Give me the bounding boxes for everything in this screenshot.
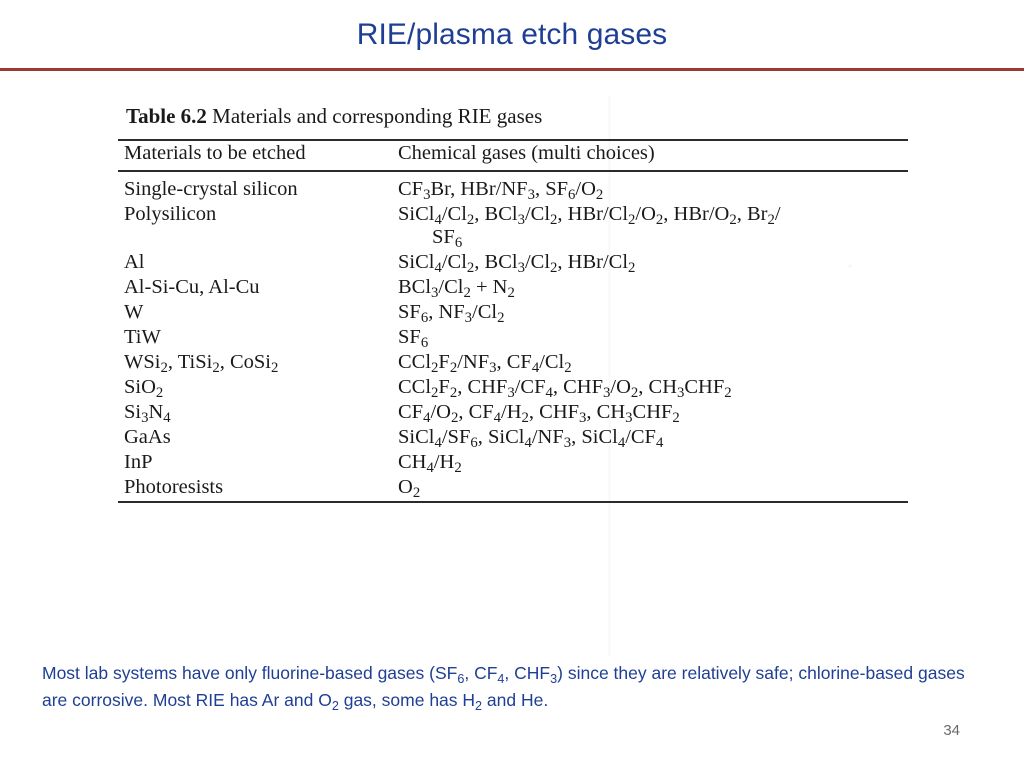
cell-gases: $SiCl_4/Cl_2$, $BCl_3/Cl_2$, HBr/$Cl_2/O_2$, HBr/$O_2$, $Br_2/$ $SF_6$ bbox=[398, 202, 781, 251]
cell-material: Polysilicon bbox=[124, 202, 217, 225]
table-header bbox=[118, 140, 908, 171]
rie-gases-table bbox=[118, 139, 908, 503]
cell-gases: $CCl_2F_2/NF_3$, $CF_4/Cl_2$ bbox=[398, 350, 572, 376]
table-row bbox=[118, 425, 908, 450]
column-header-gases: Chemical gases (multi choices) bbox=[398, 142, 655, 164]
cell-gases: $CF_3Br$, HBr/$NF_3$, $SF_6/O_2$ bbox=[398, 177, 604, 203]
cell-gases: $CCl_2F_2$, $CHF_3/CF_4$, $CHF_3/O_2$, $CH_3CHF_2$ bbox=[398, 375, 732, 401]
cell-material: Al bbox=[124, 250, 145, 273]
table-caption-text: Materials and corresponding RIE gases bbox=[212, 104, 543, 128]
cell-gases: $SiCl_4/Cl_2$, $BCl_3/Cl_2$, HBr/$Cl_2$ bbox=[398, 250, 636, 276]
cell-material: SiO$_2$ bbox=[124, 375, 164, 401]
table-row bbox=[118, 300, 908, 325]
cell-gases: $CH_4/H_2$ bbox=[398, 450, 462, 476]
table-row bbox=[118, 171, 908, 202]
table-row bbox=[118, 450, 908, 475]
cell-gases: $O_2$ bbox=[398, 475, 421, 501]
table-row bbox=[118, 475, 908, 502]
cell-material: TiW bbox=[124, 325, 161, 348]
table-caption bbox=[126, 104, 908, 129]
table-row bbox=[118, 350, 908, 375]
cell-material: Photoresists bbox=[124, 475, 224, 498]
cell-material: $Si_3N_4$ bbox=[124, 400, 171, 426]
cell-material: Al-Si-Cu, Al-Cu bbox=[124, 275, 260, 298]
cell-gases: $SF_6$ bbox=[398, 325, 429, 351]
footnote-text: Most lab systems have only fluorine-based gases ($SF_6$, $CF_4$, $CHF_3$) since they are relatively safe; chlorine-based gases are corrosive. Most RIE has Ar and $O_2$ gas, some has $H_2$ and He. bbox=[42, 663, 965, 713]
table-row bbox=[118, 250, 908, 275]
table-row bbox=[118, 325, 908, 350]
title-divider bbox=[0, 68, 1024, 71]
cell-gases: $SF_6$, $NF_3/Cl_2$ bbox=[398, 300, 505, 326]
table-row bbox=[118, 375, 908, 400]
cell-material: GaAs bbox=[124, 425, 171, 448]
table-caption-label: Table 6.2 bbox=[126, 104, 207, 128]
column-header-materials: Materials to be etched bbox=[124, 142, 306, 164]
table-figure bbox=[118, 104, 908, 503]
table-header-row bbox=[118, 140, 908, 171]
table-body bbox=[118, 171, 908, 502]
cell-gases: $SiCl_4/SF_6$, $SiCl_4/NF_3$, $SiCl_4/CF_4$ bbox=[398, 425, 664, 451]
cell-material: W bbox=[124, 300, 144, 323]
table-row bbox=[118, 400, 908, 425]
cell-gases: $CF_4/O_2$, $CF_4/H_2$, $CHF_3$, $CH_3CHF_2$ bbox=[398, 400, 680, 426]
table-row bbox=[118, 202, 908, 250]
cell-gases: $BCl_3/Cl_2 + N_2$ bbox=[398, 275, 515, 301]
cell-material: WSi$_2$, TiSi$_2$, CoSi$_2$ bbox=[124, 350, 279, 376]
page-title: RIE/plasma etch gases bbox=[356, 18, 668, 51]
cell-material: Single-crystal silicon bbox=[124, 177, 298, 200]
page-number: 34 bbox=[943, 722, 960, 739]
table-row bbox=[118, 275, 908, 300]
cell-material: InP bbox=[124, 450, 153, 473]
